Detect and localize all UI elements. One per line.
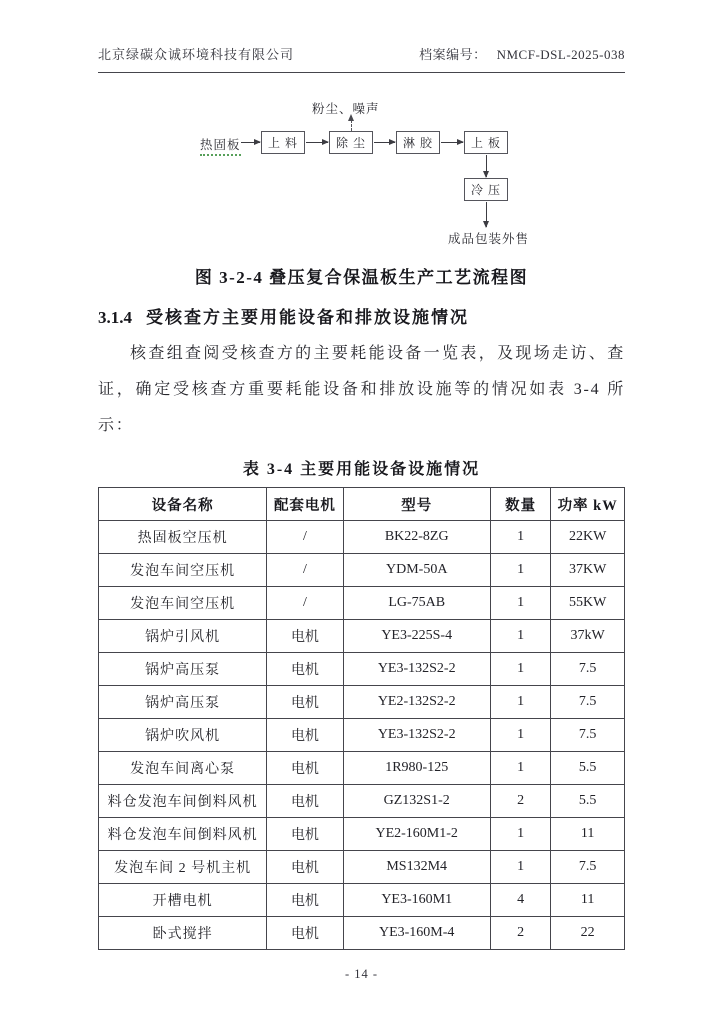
table-cell: 锅炉高压泵	[99, 653, 267, 686]
table-cell: 锅炉高压泵	[99, 686, 267, 719]
section-title: 受核查方主要用能设备和排放设施情况	[146, 308, 469, 327]
table-row	[99, 686, 625, 719]
company-name: 北京绿碳众诚环境科技有限公司	[98, 47, 295, 62]
archive-number	[419, 44, 625, 63]
table-row	[99, 851, 625, 884]
table-cell: 1	[490, 587, 550, 620]
table-cell: 料仓发泡车间倒料风机	[99, 818, 267, 851]
page-number: - 14 -	[344, 967, 379, 981]
flow-step-boarding: 上 板	[464, 131, 508, 154]
table-cell: YDM-50A	[343, 554, 490, 587]
table-cell: 电机	[267, 884, 343, 917]
table-cell: 1	[490, 719, 550, 752]
table-cell: 电机	[267, 851, 343, 884]
col-header-power: 功率 kW	[551, 488, 625, 521]
archive-number-label: 档案编号：	[419, 47, 487, 62]
table-row	[99, 818, 625, 851]
table-cell: MS132M4	[343, 851, 490, 884]
table-cell: 发泡车间空压机	[99, 587, 267, 620]
table-cell: 1	[490, 653, 550, 686]
table-row	[99, 884, 625, 917]
table-cell: YE3-132S2-2	[343, 719, 490, 752]
table-cell: 7.5	[551, 719, 625, 752]
table-cell: 1	[490, 851, 550, 884]
table-cell: BK22-8ZG	[343, 521, 490, 554]
table-cell: 发泡车间 2 号机主机	[99, 851, 267, 884]
col-header-quantity: 数量	[490, 488, 550, 521]
table-row	[99, 554, 625, 587]
archive-number-value: NMCF-DSL-2025-038	[496, 47, 625, 62]
table-cell: YE3-160M-4	[343, 917, 490, 950]
figure-caption: 图 3-2-4 叠压复合保温板生产工艺流程图	[194, 268, 529, 287]
table-cell: 电机	[267, 818, 343, 851]
table-cell: 电机	[267, 719, 343, 752]
flow-step-gluing: 淋 胶	[396, 131, 440, 154]
table-row	[99, 917, 625, 950]
flow-step-feeding: 上 料	[261, 131, 305, 154]
table-cell: 热固板空压机	[99, 521, 267, 554]
table-cell: 1	[490, 554, 550, 587]
table-cell: 11	[551, 884, 625, 917]
table-cell: 电机	[267, 785, 343, 818]
equipment-table	[98, 487, 625, 950]
table-cell: 1	[490, 521, 550, 554]
table-cell: 电机	[267, 653, 343, 686]
flow-output-label: 成品包装外售	[448, 232, 530, 246]
table-cell: 4	[490, 884, 550, 917]
table-cell: 电机	[267, 752, 343, 785]
col-header-device-name: 设备名称	[99, 488, 267, 521]
flow-emission-label: 粉尘、噪声	[312, 102, 380, 116]
table-cell: 22	[551, 917, 625, 950]
table-cell: 1	[490, 752, 550, 785]
table-cell: GZ132S1-2	[343, 785, 490, 818]
table-cell: 37kW	[551, 620, 625, 653]
body-paragraph: 核查组查阅受核查方的主要耗能设备一览表，及现场走访、查证，确定受核查方重要耗能设备和排放设施等的情况如表 3-4 所示：	[98, 345, 625, 434]
section-heading	[98, 303, 625, 328]
table-row	[99, 521, 625, 554]
table-cell: 7.5	[551, 653, 625, 686]
dashed-up-arrow	[351, 116, 352, 131]
table-cell: 锅炉引风机	[99, 620, 267, 653]
col-header-model: 型号	[343, 488, 490, 521]
table-cell: 22KW	[551, 521, 625, 554]
flow-input-label: 热固板	[200, 135, 241, 156]
table-cell: 发泡车间空压机	[99, 554, 267, 587]
table-cell: 1	[490, 620, 550, 653]
table-cell: 2	[490, 917, 550, 950]
table-cell: 1R980-125	[343, 752, 490, 785]
flow-down-arrow	[486, 202, 487, 227]
process-flowchart	[98, 95, 625, 247]
table-cell: 55KW	[551, 587, 625, 620]
table-row	[99, 785, 625, 818]
table-header-row	[99, 488, 625, 521]
table-cell: /	[267, 587, 343, 620]
table-cell: 1	[490, 818, 550, 851]
table-cell: YE2-132S2-2	[343, 686, 490, 719]
table-caption: 表 3-4 主要用能设备设施情况	[242, 461, 481, 478]
table-cell: 电机	[267, 686, 343, 719]
table-cell: YE3-160M1	[343, 884, 490, 917]
table-cell: YE3-132S2-2	[343, 653, 490, 686]
table-cell: 2	[490, 785, 550, 818]
table-cell: LG-75AB	[343, 587, 490, 620]
table-cell: YE3-225S-4	[343, 620, 490, 653]
table-body	[99, 521, 625, 950]
section-number: 3.1.4	[98, 308, 132, 327]
table-cell: /	[267, 521, 343, 554]
table-cell: 卧式搅拌	[99, 917, 267, 950]
table-cell: 开槽电机	[99, 884, 267, 917]
table-cell: 电机	[267, 620, 343, 653]
table-cell: 电机	[267, 917, 343, 950]
table-cell: 7.5	[551, 686, 625, 719]
table-cell: YE2-160M1-2	[343, 818, 490, 851]
flow-step-dedusting: 除 尘	[329, 131, 373, 154]
flow-arrow	[306, 142, 328, 143]
table-cell: 1	[490, 686, 550, 719]
table-cell: 5.5	[551, 785, 625, 818]
table-cell: 37KW	[551, 554, 625, 587]
flow-arrow	[374, 142, 395, 143]
table-cell: 锅炉吹风机	[99, 719, 267, 752]
col-header-motor: 配套电机	[267, 488, 343, 521]
table-cell: 5.5	[551, 752, 625, 785]
flow-arrow	[441, 142, 463, 143]
table-row	[99, 719, 625, 752]
table-cell: 11	[551, 818, 625, 851]
table-row	[99, 752, 625, 785]
table-row	[99, 587, 625, 620]
table-cell: 料仓发泡车间倒料风机	[99, 785, 267, 818]
table-cell: 发泡车间离心泵	[99, 752, 267, 785]
flow-step-cold-press: 冷 压	[464, 178, 508, 201]
page-header	[98, 44, 625, 73]
flow-down-arrow	[486, 155, 487, 177]
table-row	[99, 620, 625, 653]
table-cell: 7.5	[551, 851, 625, 884]
flow-arrow	[241, 142, 260, 143]
table-cell: /	[267, 554, 343, 587]
table-row	[99, 653, 625, 686]
